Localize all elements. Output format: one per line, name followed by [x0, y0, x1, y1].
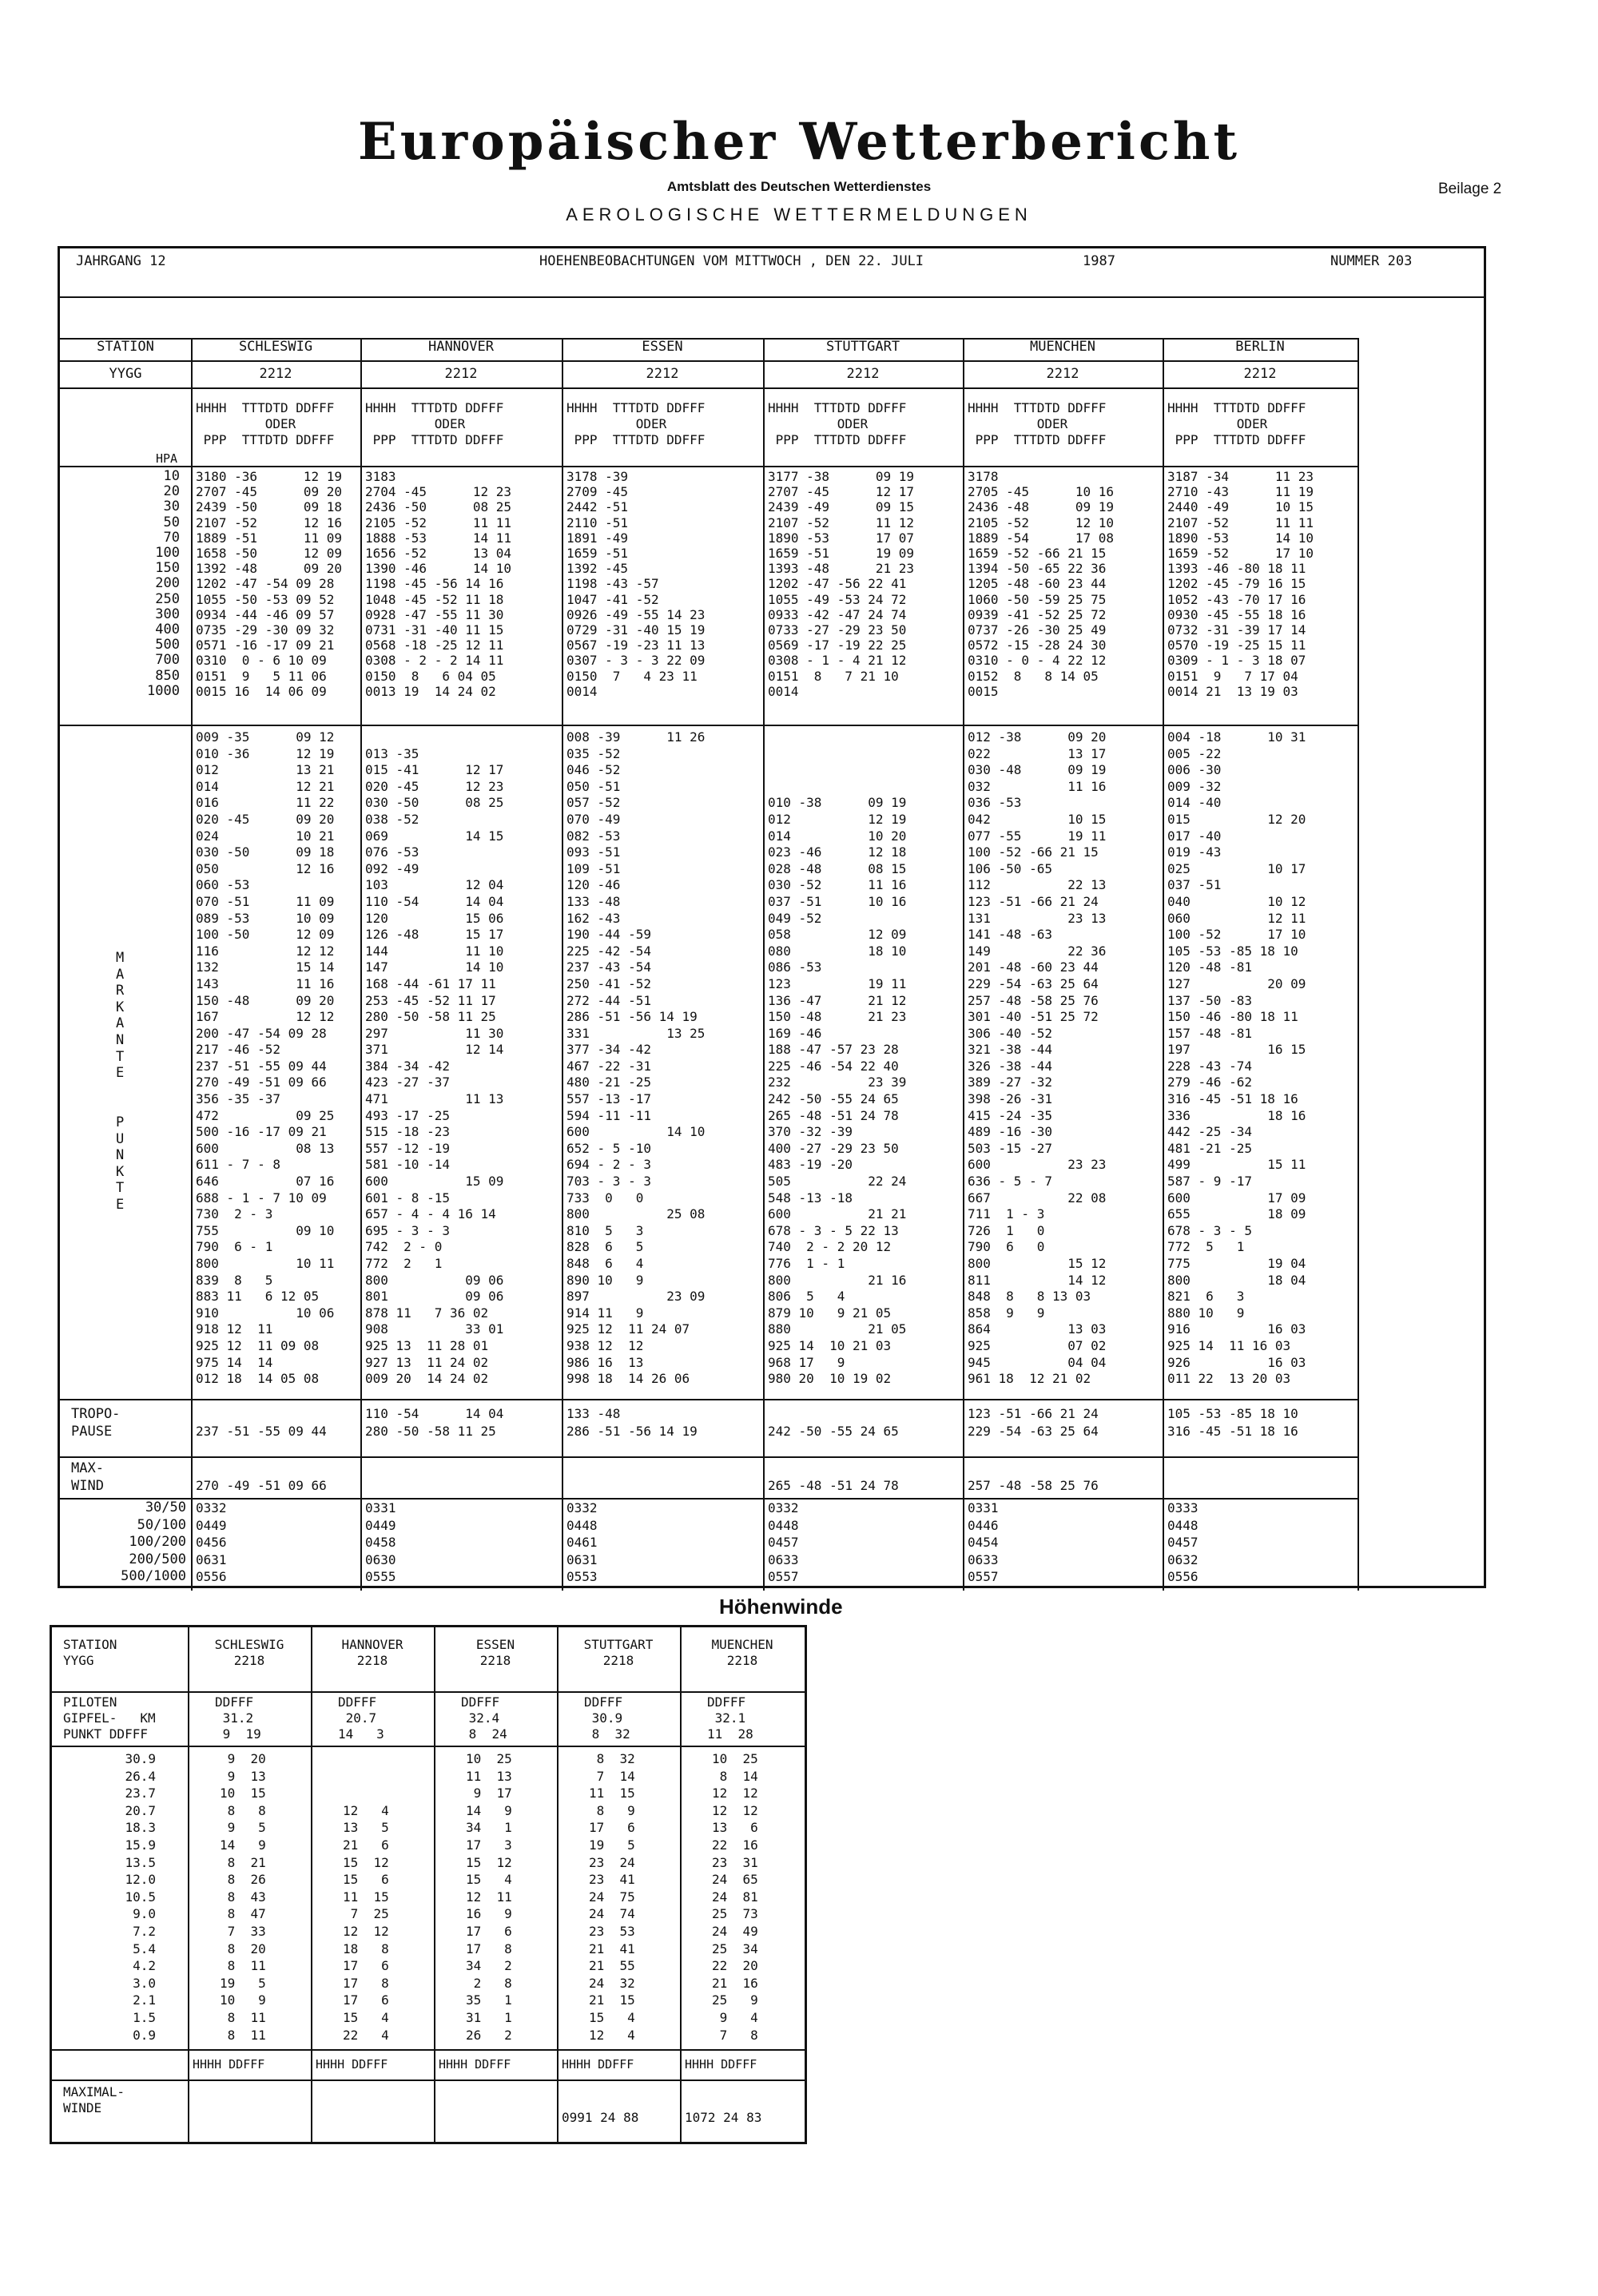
winds-gipfel: DDFFF 32.4 8 24 [461, 1694, 507, 1742]
page-subtitle: Amtsblatt des Deutschen Wetterdienstes [666, 179, 932, 194]
station-name: SCHLESWIG [238, 339, 313, 355]
tropopause-values: 105 -53 -85 18 10 316 -45 -51 18 16 [1167, 1406, 1298, 1439]
column-divider [680, 1627, 682, 2142]
station-yygg: 2212 [1243, 366, 1277, 382]
station-yygg: 2212 [646, 366, 679, 382]
row-divider [52, 1746, 805, 1747]
row-divider [60, 466, 1358, 467]
column-divider [763, 338, 765, 1591]
row-divider [52, 2049, 805, 2051]
station-name: ESSEN [642, 339, 683, 355]
merkante-label: M A R K A N T E P U N K T E [116, 950, 125, 1213]
winds-piloten-label: PILOTEN GIPFEL- KM PUNKT DDFFF [63, 1694, 156, 1742]
winds-station-name: HANNOVER [341, 1637, 403, 1652]
winds-station-name: ESSEN [475, 1637, 515, 1652]
beilage-label: Beilage 2 [1438, 181, 1502, 197]
tropopause-values: 123 -51 -66 21 24 229 -54 -63 25 64 [968, 1406, 1099, 1439]
page-title: Europäischer Wetterbericht [358, 112, 1240, 172]
column-divider [311, 1627, 312, 2142]
winds-max-header: HHHH DDFFF [193, 2057, 265, 2072]
column-divider [557, 1627, 559, 2142]
winds-max-header: HHHH DDFFF [316, 2057, 388, 2072]
maxwind-values: 257 -48 -58 25 76 [968, 1478, 1099, 1493]
winds-station-yygg: 2218 [602, 1653, 634, 1668]
winds-station-name: STUTTGART [583, 1637, 654, 1652]
winds-max-header: HHHH DDFFF [562, 2057, 634, 2072]
winds-gipfel: DDFFF 30.9 8 32 [584, 1694, 630, 1742]
winds-values: 8 32 7 14 11 15 8 9 17 6 19 5 23 24 23 41 24 75 24 74 23 53 21 41 21 55 24 32 21 15 15 4 12 4 [589, 1751, 635, 2043]
winds-station-yygg: 2218 [356, 1653, 388, 1668]
station-name: BERLIN [1235, 339, 1285, 355]
winds-station-yygg: 2218 [726, 1653, 758, 1668]
winds-gipfel: DDFFF 20.7 14 3 [338, 1694, 384, 1742]
maxwind-values: 270 -49 -51 09 66 [196, 1478, 327, 1493]
winds-station-yygg: 2218 [233, 1653, 265, 1668]
station-name: HANNOVER [428, 339, 494, 355]
winds-gipfel: DDFFF 32.1 11 28 [707, 1694, 753, 1742]
winds-max-header: HHHH DDFFF [685, 2057, 757, 2072]
significant-levels: 008 -39 11 26 035 -52 046 -52 050 -51 057 -52 070 -49 082 -53 093 -51 109 -51 120 -46 133 -48 162 -43 190 -44 -59 225 -42 -54 237 -43 -54 250 -41 -52 272 -44 -51 286 -51 -56 14 19 331 13 25 377 -34 -42 467 -22 -31 480 -21 -25 557 -13 -17 594 -11 -11 600 14 10 652 - 5 -10 694 - 2 - 3 703 - 3 - 3 733 0 0 800 25 08 810 5 3 828 6 5 848 6 4 890 10 9 897 23 09 914 11 9 925 12 11 24 07 938 12 12 986 16 13 998 18 14 26 06 [566, 729, 706, 1387]
winds-maximal-label: MAXIMAL- WINDE [63, 2084, 125, 2115]
maxwind-label: MAX- WIND [71, 1460, 104, 1494]
column-header: HHHH TTTDTD DDFFF ODER PPP TTTDTD DDFFF [1167, 400, 1306, 447]
column-divider [360, 338, 362, 1591]
standard-levels: 3180 -36 12 19 2707 -45 09 20 2439 -50 09 18 2107 -52 12 16 1889 -51 11 09 1658 -50 12 09 1392 -48 09 20 1202 -47 -54 09 28 1055 -50 -53 09 52 0934 -44 -46 09 57 0735 -29 -30 09 32 0571 -16 -17 09 21 0310 0 - 6 10 09 0151 9 5 11 06 0015 16 14 06 09 [196, 469, 343, 699]
row-divider [60, 725, 1358, 726]
significant-levels: 004 -18 10 31 005 -22 006 -30 009 -32 014 -40 015 12 20 017 -40 019 -43 025 10 17 037 -51 040 10 12 060 12 11 100 -52 17 10 105 -53 -85 18 10 120 -48 -81 127 20 09 137 -50 -83 150 -46 -80 18 11 157 -48 -81 197 16 15 228 -43 -74 279 -46 -62 316 -45 -51 18 16 336 18 16 442 -25 -34 481 -21 -25 499 15 11 587 - 9 -17 600 17 09 655 18 09 678 - 3 - 5 772 5 1 775 19 04 800 18 04 821 6 3 880 10 9 916 16 03 925 14 11 16 03 926 16 03 011 22 13 20 03 [1167, 729, 1306, 1387]
row-divider [60, 360, 1358, 362]
winds-station-label: STATION YYGG [63, 1637, 117, 1668]
maxwind-values: 265 -48 -51 24 78 [768, 1478, 899, 1493]
yygg-label: YYGG [109, 366, 142, 382]
column-divider [1358, 338, 1359, 1591]
row-divider [60, 1399, 1358, 1400]
column-divider [562, 338, 563, 1591]
winds-values: 10 25 11 13 9 17 14 9 34 1 17 3 15 12 15 4 12 11 16 9 17 6 17 8 34 2 2 8 35 1 31 1 26 2 [466, 1751, 512, 2043]
year: 1987 [1083, 253, 1115, 269]
column-divider [191, 338, 193, 1591]
layer-labels: 30/50 50/100 100/200 200/500 500/1000 [121, 1500, 186, 1584]
aerological-table [58, 246, 1486, 1588]
station-yygg: 2212 [1046, 366, 1079, 382]
station-name: MUENCHEN [1030, 339, 1095, 355]
station-yygg: 2212 [444, 366, 478, 382]
winds-gipfel: DDFFF 31.2 9 19 [215, 1694, 261, 1742]
winds-values: 10 25 8 14 12 12 12 12 13 6 22 16 23 31 24 65 24 81 25 73 24 49 25 34 22 20 21 16 25 9 9 4 7 8 [712, 1751, 758, 2043]
hpa-label: HPA [156, 451, 178, 466]
significant-levels: 009 -35 09 12 010 -36 12 19 012 13 21 014 12 21 016 11 22 020 -45 09 20 024 10 21 030 -50 09 18 050 12 16 060 -53 070 -51 11 09 089 -53 10 09 100 -50 12 09 116 12 12 132 15 14 143 11 16 150 -48 09 20 167 12 12 200 -47 -54 09 28 217 -46 -52 237 -51 -55 09 44 270 -49 -51 09 66 356 -35 -37 472 09 25 500 -16 -17 09 21 600 08 13 611 - 7 - 8 646 07 16 688 - 1 - 7 10 09 730 2 - 3 755 09 10 790 6 - 1 800 10 11 839 8 5 883 11 6 12 05 910 10 06 918 12 11 925 12 11 09 08 975 14 14 012 18 14 05 08 [196, 729, 335, 1387]
tropopause-values: 133 -48 286 -51 -56 14 19 [566, 1406, 698, 1439]
issue-number: NUMMER 203 [1330, 253, 1413, 269]
station-yygg: 2212 [846, 366, 880, 382]
layer-values: 0332 0448 0457 0633 0557 [768, 1500, 799, 1584]
column-header: HHHH TTTDTD DDFFF ODER PPP TTTDTD DDFFF [365, 400, 504, 447]
layer-values: 0331 0446 0454 0633 0557 [968, 1500, 999, 1584]
observation-date: HOEHENBEOBACHTUNGEN VOM MITTWOCH , DEN 22. JULI [539, 253, 924, 269]
hpa-levels: 10 20 30 50 70 100 150 200 250 300 400 500 700 850 1000 [147, 469, 180, 699]
station-label: STATION [97, 339, 154, 355]
column-divider [188, 1627, 189, 2142]
row-divider [60, 1456, 1358, 1458]
winds-height-levels: 30.9 26.4 23.7 20.7 18.3 15.9 13.5 12.0 10.5 9.0 7.2 5.4 4.2 3.0 2.1 1.5 0.9 [125, 1751, 156, 2043]
row-divider [52, 1691, 805, 1693]
row-divider [60, 1498, 1358, 1500]
winds-values: 12 4 13 5 21 6 15 12 15 6 11 15 7 25 12 12 18 8 17 6 17 8 17 6 15 4 22 4 [343, 1802, 389, 2043]
station-name: STUTTGART [825, 339, 900, 355]
row-divider [60, 387, 1358, 389]
winds-max-header: HHHH DDFFF [439, 2057, 511, 2072]
column-header: HHHH TTTDTD DDFFF ODER PPP TTTDTD DDFFF [566, 400, 706, 447]
tropopause-label: TROPO- PAUSE [71, 1406, 121, 1440]
upper-winds-table [50, 1625, 807, 2144]
tropopause-values: 110 -54 14 04 280 -50 -58 11 25 [365, 1406, 504, 1439]
info-bar [60, 248, 1484, 298]
layer-values: 0332 0449 0456 0631 0556 [196, 1500, 227, 1584]
layer-values: 0331 0449 0458 0630 0555 [365, 1500, 396, 1584]
significant-levels: 010 -38 09 19 012 12 19 014 10 20 023 -46 12 18 028 -48 08 15 030 -52 11 16 037 -51 10 16 049 -52 058 12 09 080 18 10 086 -53 123 19 11 136 -47 21 12 150 -48 21 23 169 -46 188 -47 -57 23 28 225 -46 -54 22 40 232 23 39 242 -50 -55 24 65 265 -48 -51 24 78 370 -32 -39 400 -27 -29 23 50 483 -19 -20 505 22 24 548 -13 -18 600 21 21 678 - 3 - 5 22 13 740 2 - 2 20 12 776 1 - 1 800 21 16 806 5 4 879 10 9 21 05 880 21 05 925 14 10 21 03 968 17 9 980 20 10 19 02 [768, 795, 907, 1387]
tropopause-values: 237 -51 -55 09 44 [196, 1424, 327, 1439]
column-divider [434, 1627, 435, 2142]
standard-levels: 3178 2705 -45 10 16 2436 -48 09 19 2105 -52 12 10 1889 -54 17 08 1659 -52 -66 21 15 1394 -50 -65 22 36 1205 -48 -60 23 44 1060 -50 -59 25 75 0939 -41 -52 25 72 0737 -26 -30 25 49 0572 -15 -28 24 30 0310 - 0 - 4 22 12 0152 8 8 14 05 0015 [968, 469, 1115, 699]
column-header: HHHH TTTDTD DDFFF ODER PPP TTTDTD DDFFF [768, 400, 907, 447]
jahrgang: JAHRGANG 12 [76, 253, 166, 269]
column-header: HHHH TTTDTD DDFFF ODER PPP TTTDTD DDFFF [196, 400, 335, 447]
winds-max-value: 0991 24 88 [562, 2110, 639, 2125]
section-heading: AEROLOGISCHE WETTERMELDUNGEN [566, 205, 1032, 224]
row-divider [52, 2080, 805, 2081]
layer-values: 0332 0448 0461 0631 0553 [566, 1500, 598, 1584]
station-yygg: 2212 [259, 366, 292, 382]
standard-levels: 3187 -34 11 23 2710 -43 11 19 2440 -49 10 15 2107 -52 11 11 1890 -53 14 10 1659 -52 17 10 1393 -46 -80 18 11 1202 -45 -79 16 15 1052 -43 -70 17 16 0930 -45 -55 18 16 0732 -31 -39 17 14 0570 -19 -25 15 11 0309 - 1 - 3 18 07 0151 9 7 17 04 0014 21 13 19 03 [1167, 469, 1314, 699]
column-header: HHHH TTTDTD DDFFF ODER PPP TTTDTD DDFFF [968, 400, 1107, 447]
winds-station-name: SCHLESWIG [214, 1637, 284, 1652]
significant-levels: 012 -38 09 20 022 13 17 030 -48 09 19 032 11 16 036 -53 042 10 15 077 -55 19 11 100 -52 -66 21 15 106 -50 -65 112 22 13 123 -51 -66 21 24 131 23 13 141 -48 -63 149 22 36 201 -48 -60 23 44 229 -54 -63 25 64 257 -48 -58 25 76 301 -40 -51 25 72 306 -40 -52 321 -38 -44 326 -38 -44 389 -27 -32 398 -26 -31 415 -24 -35 489 -16 -30 503 -15 -27 600 23 23 636 - 5 - 7 667 22 08 711 1 - 3 726 1 0 790 6 0 800 15 12 811 14 12 848 8 8 13 03 858 9 9 864 13 03 925 07 02 945 04 04 961 18 12 21 02 [968, 729, 1107, 1387]
column-divider [963, 338, 964, 1591]
winds-station-name: MUENCHEN [711, 1637, 773, 1652]
winds-title: Höhenwinde [719, 1595, 843, 1619]
winds-max-value: 1072 24 83 [685, 2110, 762, 2125]
standard-levels: 3178 -39 2709 -45 2442 -51 2110 -51 1891 -49 1659 -51 1392 -45 1198 -43 -57 1047 -41 -52 0926 -49 -55 14 23 0729 -31 -40 15 19 0567 -19 -23 11 13 0307 - 3 - 3 22 09 0150 7 4 23 11 0014 [566, 469, 706, 699]
tropopause-values: 242 -50 -55 24 65 [768, 1424, 899, 1439]
layer-values: 0333 0448 0457 0632 0556 [1167, 1500, 1198, 1584]
standard-levels: 3183 2704 -45 12 23 2436 -50 08 25 2105 -52 11 11 1888 -53 14 11 1656 -52 13 04 1390 -46 14 10 1198 -45 -56 14 16 1048 -45 -52 11 18 0928 -47 -55 11 30 0731 -31 -40 11 15 0568 -18 -25 12 11 0308 - 2 - 2 14 11 0150 8 6 04 05 0013 19 14 24 02 [365, 469, 512, 699]
standard-levels: 3177 -38 09 19 2707 -45 12 17 2439 -49 09 15 2107 -52 11 12 1890 -53 17 07 1659 -51 19 09 1393 -48 21 23 1202 -47 -56 22 41 1055 -49 -53 24 72 0933 -42 -47 24 74 0733 -27 -29 23 50 0569 -17 -19 22 25 0308 - 1 - 4 21 12 0151 8 7 21 10 0014 [768, 469, 915, 699]
significant-levels: 013 -35 015 -41 12 17 020 -45 12 23 030 -50 08 25 038 -52 069 14 15 076 -53 092 -49 103 12 04 110 -54 14 04 120 15 06 126 -48 15 17 144 11 10 147 14 10 168 -44 -61 17 11 253 -45 -52 11 17 280 -50 -58 11 25 297 11 30 371 12 14 384 -34 -42 423 -27 -37 471 11 13 493 -17 -25 515 -18 -23 557 -12 -19 581 -10 -14 600 15 09 601 - 8 -15 657 - 4 - 4 16 14 695 - 3 - 3 742 2 - 0 772 2 1 800 09 06 801 09 06 878 11 7 36 02 908 33 01 925 13 11 28 01 927 13 11 24 02 009 20 14 24 02 [365, 745, 504, 1387]
winds-station-yygg: 2218 [479, 1653, 511, 1668]
winds-values: 9 20 9 13 10 15 8 8 9 5 14 9 8 21 8 26 8 43 8 47 7 33 8 20 8 11 19 5 10 9 8 11 8 11 [220, 1751, 266, 2043]
column-divider [1163, 338, 1164, 1591]
